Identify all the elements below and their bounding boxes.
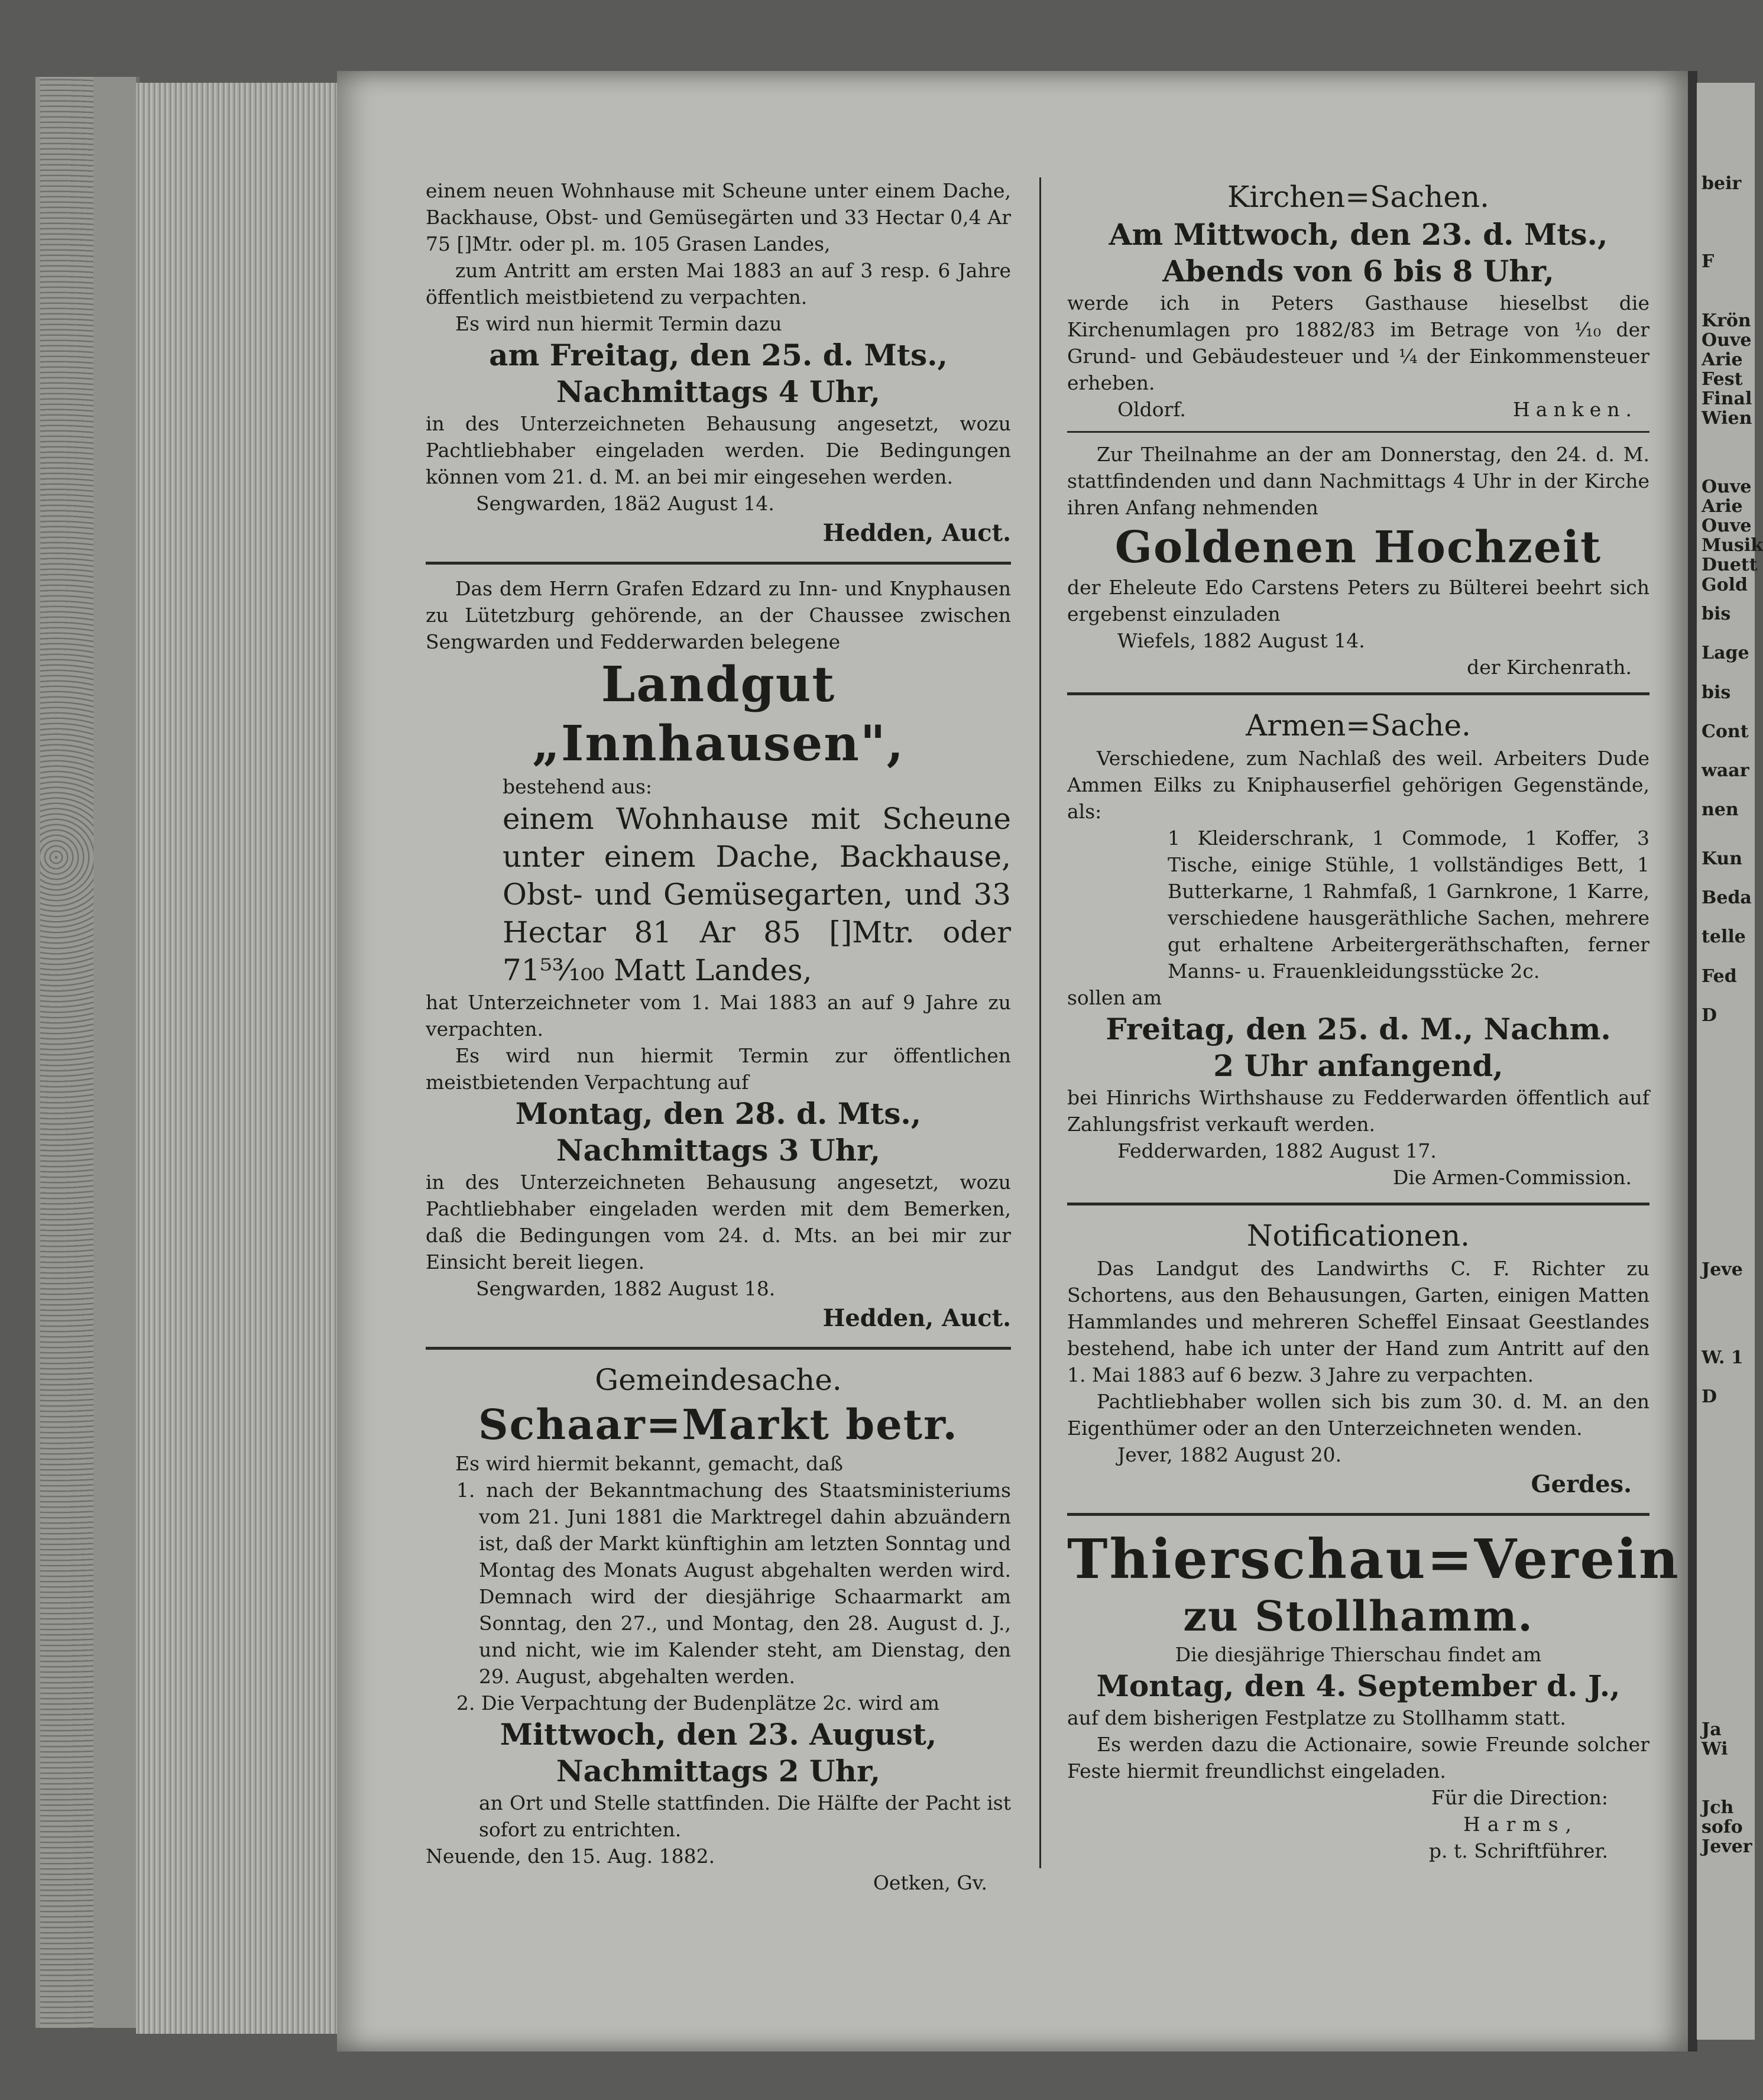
ad-time-heading: Nachmittags 3 Uhr, <box>556 1133 881 1168</box>
ad-signature: Hanken. <box>1513 398 1638 421</box>
book-page-edges <box>136 83 337 2034</box>
ad-dateline: Wiefels, 1882 August 14. <box>1117 629 1365 652</box>
ad-date-heading: Montag, den 4. September d. J., <box>1096 1668 1621 1703</box>
next-page-text-fragment: Lage <box>1702 643 1749 663</box>
ad-time-heading: Abends von 6 bis 8 Uhr, <box>1162 254 1554 289</box>
next-page-text-fragment: bis <box>1702 604 1731 624</box>
next-page-text-fragment: Wi <box>1702 1739 1728 1759</box>
section-heading: Armen=Sache. <box>1246 708 1471 743</box>
ad-text: Die diesjährige Thierschau findet am <box>1175 1643 1542 1666</box>
notifications <box>1067 1216 1649 1501</box>
next-page-text-fragment: Ouve <box>1702 477 1752 497</box>
next-page-text-fragment: D <box>1702 1386 1717 1407</box>
left-column <box>426 177 1011 1896</box>
page-gutter <box>1688 71 1697 2052</box>
ad-signature-role: p. t. Schriftführer. <box>1428 1839 1608 1862</box>
section-heading: Notificationen. <box>1246 1218 1470 1253</box>
ad-footer <box>1067 396 1649 423</box>
ad-text: bei Hinrichs Wirthshause zu Fedderwarden öffentlich auf Zahlungsfrist verkauft werden. <box>1067 1086 1649 1136</box>
ad-dateline: Sengwarden, 1882 August 18. <box>476 1277 776 1300</box>
ad-text: an Ort und Stelle stattfinden. Die Hälfte der Pacht ist sofort zu entrichten. <box>479 1791 1011 1841</box>
ad-text: in des Unterzeichneten Behausung angesetzt, wozu Pachtliebhaber eingeladen werden mit dem Bemerken, daß die Bedingungen vom 24. d. Mts. an bei mir zur Einsicht bereit liegen. <box>426 1171 1011 1273</box>
next-page-text-fragment: Ouve <box>1702 330 1752 351</box>
golden-wedding-notice <box>1067 441 1649 680</box>
ad-signature: der Kirchenrath. <box>1467 656 1632 679</box>
ad-date-heading: Am Mittwoch, den 23. d. Mts., <box>1109 217 1608 252</box>
next-page-text-fragment: D <box>1702 1005 1717 1026</box>
ad-dateline: Sengwarden, 18ä2 August 14. <box>476 492 774 515</box>
ad-signature-label: Für die Direction: <box>1431 1786 1608 1809</box>
ad-text: Es wird hiermit bekannt, gemacht, daß <box>455 1452 843 1475</box>
ad-text: Es wird nun hiermit Termin zur öffentlichen meistbietenden Verpachtung auf <box>426 1044 1011 1094</box>
ad-title: Thierschau=Verein <box>1067 1527 1680 1591</box>
ad-text: Es wird nun hiermit Termin dazu <box>455 312 782 335</box>
ad-subtitle: zu Stollhamm. <box>1183 1592 1534 1641</box>
ad-text: hat Unterzeichneter vom 1. Mai 1883 an auf 9 Jahre zu verpachten. <box>426 991 1011 1041</box>
ad-signature: Oetken, Gv. <box>873 1871 987 1894</box>
next-page-text-fragment: nen <box>1702 799 1739 820</box>
next-page-text-fragment: sofo <box>1702 1817 1743 1838</box>
ad-title: Schaar=Markt betr. <box>478 1400 958 1449</box>
next-page-text-fragment: Ja <box>1702 1719 1722 1740</box>
next-page-text-fragment: Wien <box>1702 408 1752 429</box>
next-page-text-fragment: Fest <box>1702 369 1743 390</box>
next-page-text-fragment: Cont <box>1702 721 1749 742</box>
section-divider <box>426 562 1011 565</box>
next-page-text-fragment: W. 1 <box>1702 1347 1743 1368</box>
ad-text: Das Landgut des Landwirths C. F. Richter zu Schortens, aus den Behausungen, Garten, einigen Matten Hammlandes und mehreren Scheffel Einsaat Geestlandes bestehend, habe ich unter der Hand zum Antritt auf den 1. Mai 1883 auf 6 bezw. 3 Jahre zu verpachten. <box>1067 1257 1649 1386</box>
next-page-text-fragment: F <box>1702 251 1715 272</box>
ad-signature: Hedden, Auct. <box>822 1304 1011 1332</box>
ad-title: Landgut „Innhausen", <box>532 656 905 772</box>
section-heading: Gemeindesache. <box>595 1363 842 1397</box>
ad-text: Zur Theilnahme an der am Donnerstag, den 24. d. M. stattfindenden und dann Nachmittags 4 Uhr in der Kirche ihren Anfang nehmenden <box>1067 443 1649 519</box>
ad-text: der Eheleute Edo Carstens Peters zu Bülterei beehrt sich ergebenst einzuladen <box>1067 576 1649 626</box>
ad-text: bestehend aus: <box>503 775 653 798</box>
ad-signature: Gerdes. <box>1531 1470 1632 1498</box>
next-page-text-fragment: Beda <box>1702 887 1752 908</box>
ad-intro-text: einem neuen Wohnhause mit Scheune unter einem Dache, Backhause, Obst- und Gemüsegärten und 33 Hectar 0,4 Ar 75 []Mtr. oder pl. m. 105 Grasen Landes, <box>426 179 1011 255</box>
column-rule <box>1039 177 1041 1868</box>
next-page-text-fragment: telle <box>1702 926 1746 947</box>
auction-item-list: 1 Kleiderschrank, 1 Commode, 1 Koffer, 3 Tische, einige Stühle, 1 vollständiges Bett, 1 Butterkarne, 1 Rahmfaß, 1 Garnkrone, 1 Karre, verschiedene hausgeräthliche Sachen, mehrere gut erhaltene Arbeitergeräthschaften, ferner Manns- u. Frauenkleidungsstücke 2c. <box>1168 827 1649 983</box>
ad-date-heading: Mittwoch, den 23. August, <box>500 1717 937 1752</box>
ad-text: zum Antritt am ersten Mai 1883 an auf 3 resp. 6 Jahre öffentlich meistbietend zu verpachten. <box>426 259 1011 309</box>
next-page-text-fragment: Jever <box>1702 1836 1752 1857</box>
livestock-show-notice <box>1067 1527 1680 1864</box>
ad-text: in des Unterzeichneten Behausung angesetzt, wozu Pachtliebhaber eingeladen werden. Die Bedingungen können vom 21. d. M. an bei mir eingesehen werden. <box>426 412 1011 488</box>
ad-property-list: einem Wohnhause mit Scheune unter einem Dache, Backhause, Obst- und Gemüsegarten, und 33 Hectar 81 Ar 85 []Mtr. oder 71⁵³⁄₁₀₀ Matt Landes, <box>503 802 1011 987</box>
municipal-market-notice <box>426 1360 1011 1896</box>
ad-date-heading: Montag, den 28. d. Mts., <box>515 1096 922 1131</box>
ad-signature: Die Armen-Commission. <box>1392 1166 1632 1189</box>
ad-dateline: Fedderwarden, 1882 August 17. <box>1117 1139 1437 1162</box>
next-page-text-fragment: waar <box>1702 760 1749 781</box>
next-page-text-fragment: Krön <box>1702 310 1751 331</box>
ad-dateline: Neuende, den 15. Aug. 1882. <box>426 1845 715 1868</box>
next-page-text-fragment: Jch <box>1702 1797 1734 1818</box>
section-divider <box>1067 431 1649 433</box>
next-page-text-fragment: Ouve <box>1702 516 1752 536</box>
ad-time-heading: Nachmittags 2 Uhr, <box>556 1754 881 1788</box>
next-page-text-fragment: Fed <box>1702 966 1737 987</box>
section-divider <box>426 1347 1011 1350</box>
right-column <box>1067 177 1680 1864</box>
ad-title: Goldenen Hochzeit <box>1114 522 1602 573</box>
next-page-text-fragment: Final <box>1702 388 1752 409</box>
poor-relief-auction <box>1067 706 1649 1191</box>
next-page-text-fragment: Arie <box>1702 349 1743 370</box>
lease-ad-sengwarden <box>426 177 1011 550</box>
section-divider <box>1067 692 1649 695</box>
next-page-text-fragment: Musik <box>1702 535 1763 556</box>
section-heading: Kirchen=Sachen. <box>1227 180 1490 214</box>
ad-time-heading: 2 Uhr anfangend, <box>1213 1048 1503 1083</box>
ad-text: Pachtliebhaber wollen sich bis zum 30. d. M. an den Eigenthümer oder an den Unterzeichneten wenden. <box>1067 1390 1649 1440</box>
book-cover-edge <box>35 77 140 2028</box>
ad-text: Verschiedene, zum Nachlaß des weil. Arbeiters Dude Ammen Eilks zu Kniphauserfiel gehörigen Gegenstände, als: <box>1067 747 1649 823</box>
ad-text: sollen am <box>1067 986 1162 1009</box>
next-page-text-fragment: bis <box>1702 682 1731 703</box>
notice-list-item: 2. Die Verpachtung der Budenplätze 2c. wird am <box>456 1691 939 1715</box>
section-divider <box>1067 1203 1649 1205</box>
next-page-fragment <box>1697 83 1763 2040</box>
ad-signature: Hedden, Auct. <box>822 519 1011 547</box>
ad-text: Es werden dazu die Actionaire, sowie Freunde solcher Feste hiermit freundlichst eingeladen. <box>1067 1733 1649 1783</box>
ad-date-heading: Freitag, den 25. d. M., Nachm. <box>1106 1012 1611 1046</box>
ad-dateline: Oldorf. <box>1117 398 1186 421</box>
next-page-text-fragment: beir <box>1702 173 1742 194</box>
next-page-text-fragment: Arie <box>1702 496 1743 517</box>
notice-list-item: 1. nach der Bekanntmachung des Staatsministeriums vom 21. Juni 1881 die Marktregel dahin abzuändern ist, daß der Markt künftighin am letzten Sonntag und Montag des Monats August abgehalten werden wird. Demnach wird der diesjährige Schaarmarkt am Sonntag, den 27., und Montag, den 28. August d. J., und nicht, wie im Kalender steht, am Dienstag, den 29. August, abgehalten werden. <box>456 1479 1011 1688</box>
next-page-text-fragment: Gold <box>1702 575 1748 595</box>
ad-signature: Harms, <box>1463 1813 1579 1836</box>
lease-ad-innhausen <box>426 575 1011 1335</box>
ad-dateline: Jever, 1882 August 20. <box>1117 1443 1342 1466</box>
ad-intro-text: Das dem Herrn Grafen Edzard zu Inn- und Knyphausen zu Lütetzburg gehörende, an der Chaussee zwischen Sengwarden und Fedderwarden belegene <box>426 577 1011 653</box>
ad-date-heading: am Freitag, den 25. d. Mts., <box>489 338 948 372</box>
ad-time-heading: Nachmittags 4 Uhr, <box>556 374 881 409</box>
next-page-text-fragment: Jeve <box>1702 1259 1743 1280</box>
ad-text: auf dem bisherigen Festplatze zu Stollhamm statt. <box>1067 1706 1566 1729</box>
next-page-text-fragment: Duett <box>1702 555 1758 575</box>
church-tax-notice <box>1067 177 1649 423</box>
ad-text: werde ich in Peters Gasthause hieselbst die Kirchenumlagen pro 1882/83 im Betrage von ¹⁄₁₀ der Grund- und Gebäudesteuer und ¹⁄₄ der Einkommensteuer erheben. <box>1067 291 1649 394</box>
section-divider <box>1067 1513 1649 1516</box>
next-page-text-fragment: Kun <box>1702 848 1743 869</box>
